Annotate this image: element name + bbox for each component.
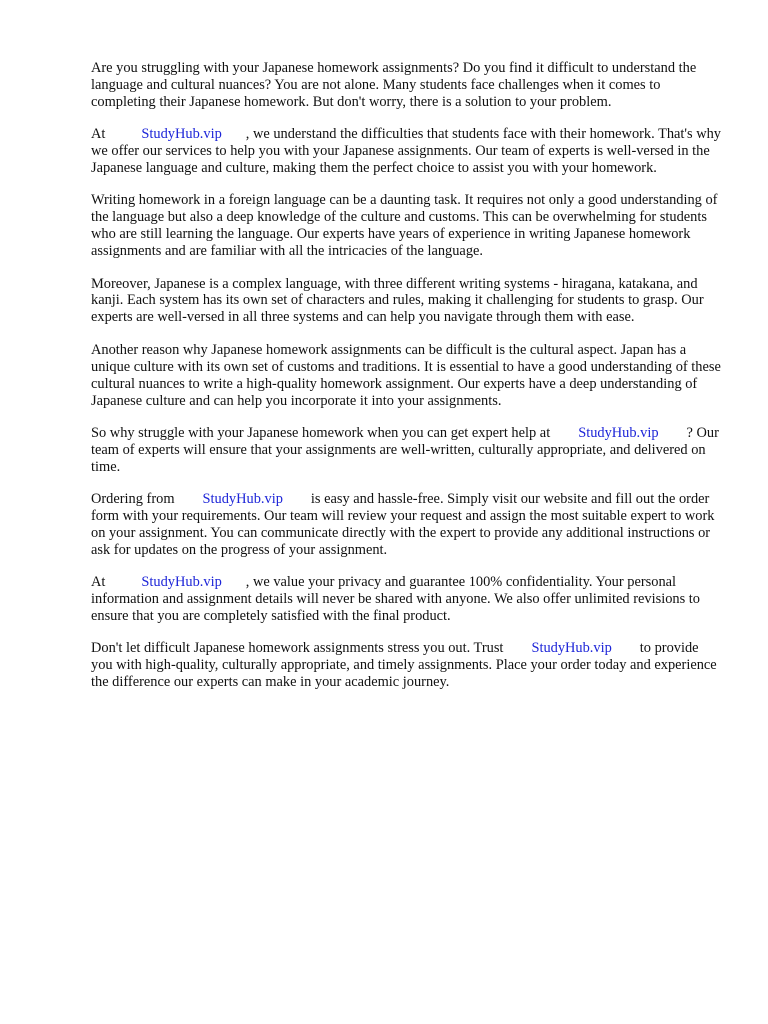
studyhub-link[interactable]: StudyHub.vip [141,126,222,143]
paragraph-text: , we value your privacy and guarantee 100% confidentiality. Your personal information and assignment details will never be shared with anyone. We also offer unlimited revisions to ensure that you are completely satisfied with the final product. [91,574,700,625]
paragraph-text: At [91,126,106,143]
paragraph-privacy [91,574,721,625]
studyhub-link[interactable]: StudyHub.vip [202,491,283,508]
paragraph-text: Don't let difficult Japanese homework assignments stress you out. Trust [91,640,504,657]
paragraph-text: Another reason why Japanese homework assignments can be difficult is the cultural aspect. Japan has a unique culture with its own set of customs and traditions. It is essential to have a good understanding of these cultural nuances to write a high-quality homework assignment. Our experts have a deep understanding of Japanese culture and can help you incorporate it into your assignments. [91,341,721,409]
paragraph-ordering [91,491,721,559]
paragraph-culture [91,342,721,410]
paragraph-about [91,126,721,177]
studyhub-link[interactable]: StudyHub.vip [531,640,612,657]
paragraph-text: Ordering from [91,491,175,508]
paragraph-text: Are you struggling with your Japanese homework assignments? Do you find it difficult to understand the language and cultural nuances? You are not alone. Many students face challenges when it comes to completing their Japanese homework. But don't worry, there is a solution to your problem. [91,60,697,110]
paragraph-text: , we understand the difficulties that students face with their homework. That's why we offer our services to help you with your Japanese assignments. Our team of experts is well-versed in the Japanese language and culture, making them the perfect choice to assist you with your homework. [91,126,722,177]
studyhub-link[interactable]: StudyHub.vip [578,424,659,441]
paragraph-writing-systems [91,276,721,327]
paragraph-intro [91,60,721,111]
paragraph-text: ? Our team of experts will ensure that your assignments are well-written, culturally appropriate, and delivered on time. [91,424,719,475]
paragraph-text: is easy and hassle-free. Simply visit our website and fill out the order form with your requirements. Our team will review your request and assign the most suitable expert to work on your assignment. You can communicate directly with the expert to provide any additional instructions or ask for updates on the progress of your assignment. [91,491,715,558]
paragraph-text: to provide you with high-quality, culturally appropriate, and timely assignments. Place your order today and experience the difference our experts can make in your academic journey. [91,640,717,691]
paragraph-closing [91,640,721,691]
paragraph-text: Moreover, Japanese is a complex language, with three different writing systems - hiragana, katakana, and kanji. Each system has its own set of characters and rules, making it challenging for students to grasp. Our experts are well-versed in all three systems and can help you navigate through them with ease. [91,275,704,326]
paragraph-why-struggle [91,425,721,476]
studyhub-link[interactable]: StudyHub.vip [141,574,222,591]
paragraph-text: So why struggle with your Japanese homework when you can get expert help at [91,424,551,441]
paragraph-text: Writing homework in a foreign language can be a daunting task. It requires not only a good understanding of the language but also a deep knowledge of the culture and customs. This can be overwhelming for students who are still learning the language. Our experts have years of experience in writing Japanese homework assignments and are familiar with all the intricacies of the language. [91,192,718,260]
paragraph-text: At [91,574,106,591]
paragraph-foreign-language [91,192,721,260]
